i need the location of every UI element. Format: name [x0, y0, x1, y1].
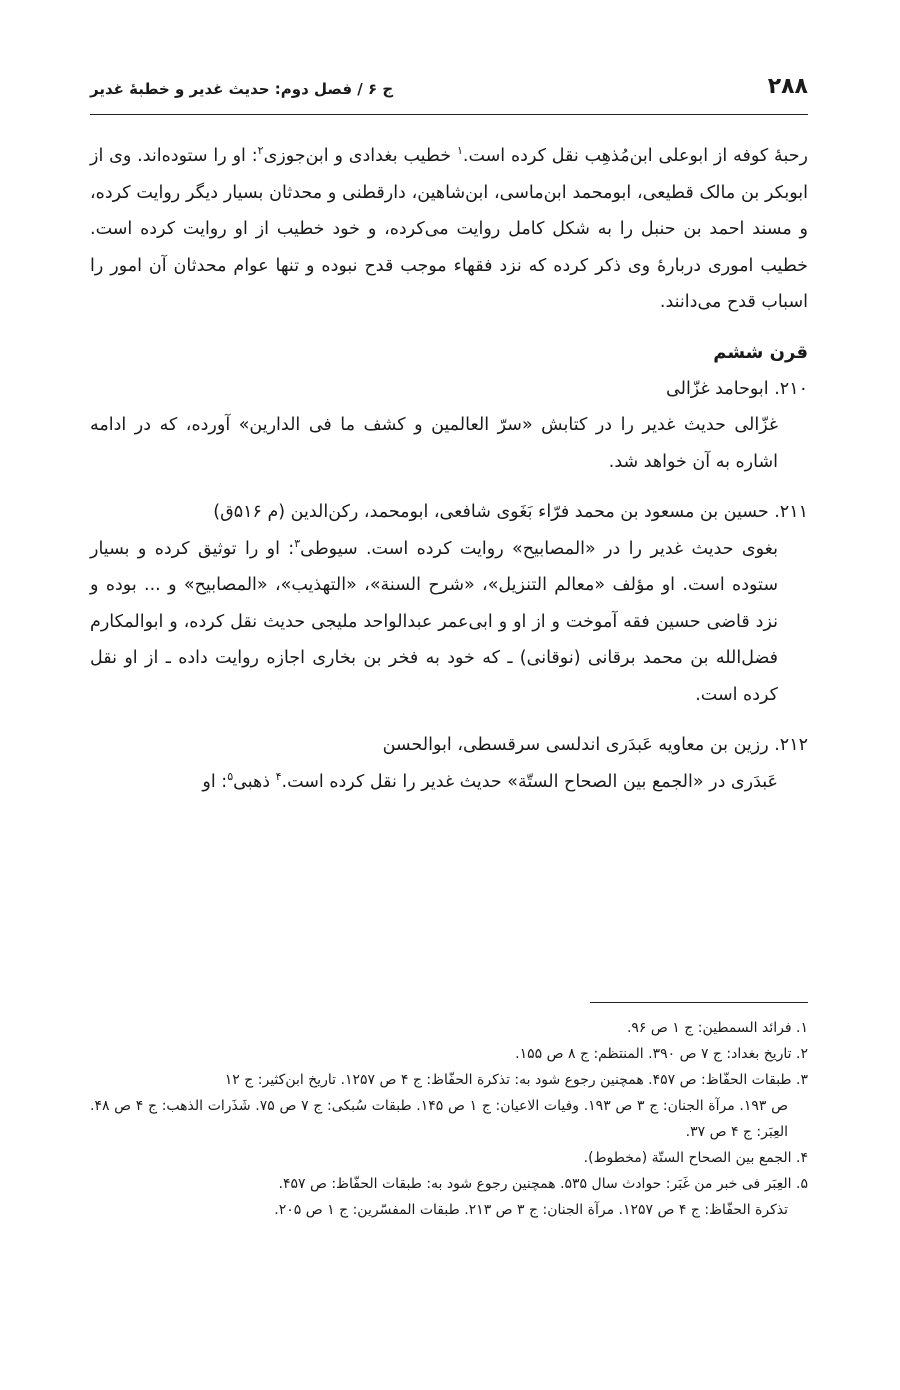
footnote-5: ۵. العِبَر فی خبر من غَبَر: حوادث سال ۵۳۵. همچنین رجوع شود به: طبقات الحفّاظ: ص ۴۵۷. تذکرة الحفّاظ: ج ۴ ص ۱۲۵۷. مرآة الجنان: ج ۳ ص ۲۱۳. طبقات المفسّرین: ج ۱ ص ۲۰۵.	[274, 1176, 808, 1218]
page-number: ۲۸۸	[767, 74, 808, 99]
footnotes	[90, 1015, 808, 1223]
book-page	[90, 60, 808, 1350]
footnote-ref-1: ۱	[456, 144, 463, 158]
footnote-4: ۴. الجمع بین الصحاح الستّة (مخطوط).	[583, 1150, 808, 1166]
footnote-2: ۲. تاریخ بغداد: ج ۷ ص ۳۹۰. المنتظم: ج ۸ ص ۱۵۵.	[515, 1046, 808, 1062]
footnote-ref-3: ۳	[294, 536, 301, 550]
entry-211-title: ۲۱۱. حسین بن مسعود بن محمد فرّاء بَغَوی شافعی، ابومحمد، رکن‌الدین (م ۵۱۶ق)	[213, 502, 808, 522]
main-text	[90, 138, 808, 800]
entry-212-text: عَبدَری در «الجمع بین الصحاح الستّة» حدیث غدیر را نقل کرده است.$^۴$ ذهبی$^۵$: او	[202, 769, 778, 792]
running-header	[90, 74, 808, 114]
entry-210-title: ۲۱۰. ابوحامد غزّالی	[666, 378, 808, 399]
entry-211-text: بغوی حدیث غدیر را در «المصابیح» روایت کرده است. سیوطی$^۳$: او را توثیق کرده و بسیار ستوده است. او مؤلف «معالم التنزیل»، «شرح السنة»، «التهذیب»، «المصابیح» و ... بوده و نزد قاضی حسین فقه آموخت و از او و ابی‌عمر عبدالواحد ملیجی حدیث نقل کرده، و ابوالمکارم فضل‌الله بن محمد برقانی (نوقانی) ـ که خود به فخر بن بخاری اجازه روایت داده ـ از او نقل کرده است.	[90, 536, 778, 705]
entry-212-title: ۲۱۲. رزین بن معاویه عَبدَری اندلسی سرقسطی، ابوالحسن	[382, 735, 808, 755]
intro-paragraph: رحبهٔ کوفه از ابوعلی ابن‌مُذهِب نقل کرده است.$^۱$ خطیب بغدادی و ابن‌جوزی$^۲$: او را ستوده‌اند. وی از ابوبکر بن مالک قطیعی، ابومحمد ابن‌ماسی، ابن‌شاهین، دارقطنی و محدثان بسیار دیگر روایت کرده، و مسند احمد بن حنبل را به شکل کامل روایت می‌کرده، و خود خطیب از او روایت کرده است. خطیب اموری دربارهٔ وی ذکر کرده که نزد فقهاء موجب قدح نبوده و تنها عوام محدثان آن امور را اسباب قدح می‌دانند.	[90, 144, 808, 312]
footnote-rule	[590, 1002, 808, 1003]
running-title: ج ۶ / فصل دوم: حدیث غدیر و خطبهٔ غدیر	[90, 80, 394, 98]
footnote-ref-2: ۲	[257, 144, 264, 158]
footnote-ref-5: ۵	[227, 769, 234, 783]
header-rule	[90, 114, 808, 115]
section-heading: قرن ششم	[713, 341, 808, 363]
footnote-3: ۳. طبقات الحفّاظ: ص ۴۵۷. همچنین رجوع شود به: تذکرة الحفّاظ: ج ۴ ص ۱۲۵۷. تاریخ ابن‌کثیر: ج ۱۲ ص ۱۹۳. مرآة الجنان: ج ۳ ص ۱۹۳. وفیات الاعیان: ج ۱ ص ۱۴۵. طبقات سُبکی: ج ۷ ص ۷۵. شَذَرات الذهب: ج ۴ ص ۴۸. العِبَر: ج ۴ ص ۳۷.	[90, 1072, 808, 1140]
footnote-ref-4: ۴	[275, 769, 282, 783]
footnote-1: ۱. فرائد السمطین: ج ۱ ص ۹۶.	[626, 1020, 808, 1036]
entry-210-text: غزّالی حدیث غدیر را در کتابش «سرّ العالمین و کشف ما فی الدارین» آورده، که در ادامه اشاره به آن خواهد شد.	[90, 415, 778, 472]
